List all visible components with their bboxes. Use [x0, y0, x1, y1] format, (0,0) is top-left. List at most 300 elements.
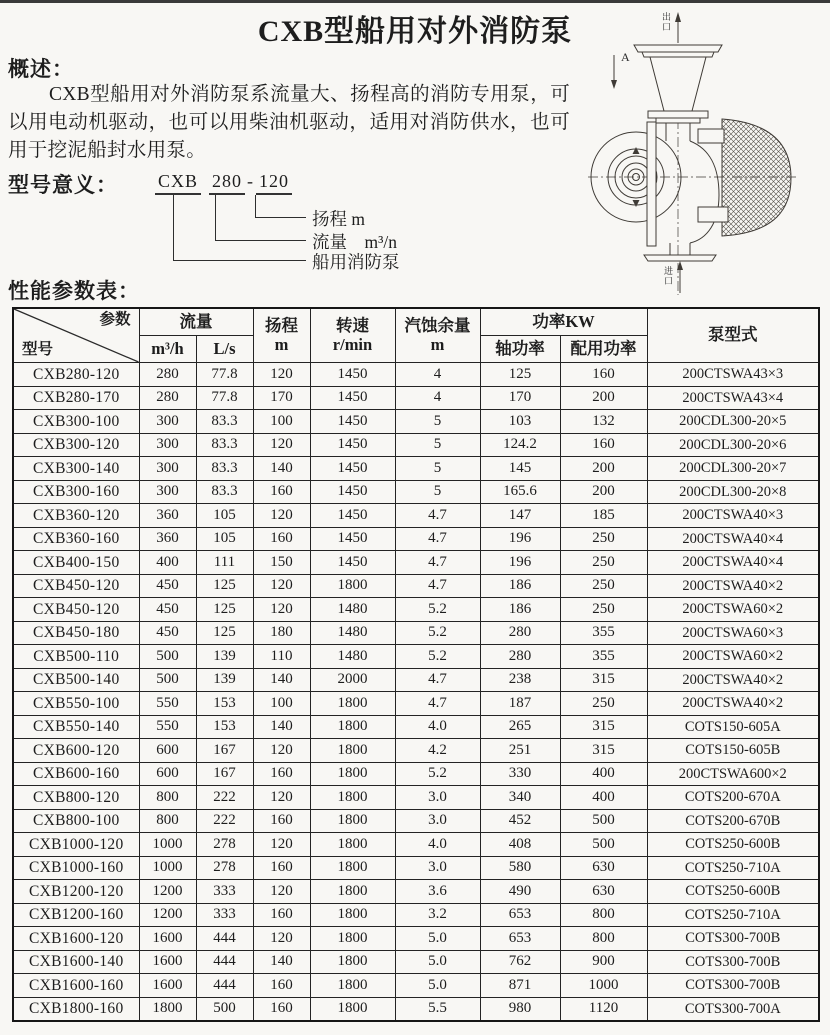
shaft-power-cell: 125: [480, 363, 560, 387]
model-cell: CXB800-120: [13, 786, 139, 810]
model-cell: CXB1000-160: [13, 856, 139, 880]
rated-power-cell: 400: [560, 762, 647, 786]
shaft-power-cell: 196: [480, 551, 560, 575]
flow-ls-cell: 77.8: [196, 386, 253, 410]
flow-m3h-cell: 300: [139, 457, 196, 481]
shaft-power-cell: 196: [480, 527, 560, 551]
model-cell: CXB1600-120: [13, 927, 139, 951]
table-row: [13, 645, 819, 669]
speed-cell: 1480: [310, 598, 395, 622]
speed-cell: 1800: [310, 997, 395, 1021]
table-row: [13, 410, 819, 434]
head-cell: 170: [253, 386, 310, 410]
flow-m3h-cell: 280: [139, 363, 196, 387]
flow-ls-cell: 444: [196, 974, 253, 998]
npsh-cell: 4.2: [395, 739, 480, 763]
npsh-cell: 4.7: [395, 668, 480, 692]
page-title: CXB型船用对外消防泵: [257, 15, 573, 48]
model-code-head: 120: [256, 171, 292, 195]
flow-ls-cell: 105: [196, 527, 253, 551]
flow-m3h-cell: 1200: [139, 903, 196, 927]
connector-line-series: [173, 195, 306, 261]
model-cell: CXB300-140: [13, 457, 139, 481]
npsh-cell: 4.7: [395, 551, 480, 575]
table-row: [13, 856, 819, 880]
rated-power-cell: 1120: [560, 997, 647, 1021]
pump-type-cell: 200CTSWA43×4: [647, 386, 819, 410]
pump-type-cell: 200CDL300-20×6: [647, 433, 819, 457]
head-cell: 160: [253, 527, 310, 551]
flow-ls-cell: 278: [196, 856, 253, 880]
npsh-cell: 3.2: [395, 903, 480, 927]
npsh-cell: 4: [395, 386, 480, 410]
pump-type-cell: 200CDL300-20×8: [647, 480, 819, 504]
performance-table-header: [13, 308, 819, 363]
rated-power-cell: 185: [560, 504, 647, 528]
pump-type-cell: 200CTSWA43×3: [647, 363, 819, 387]
corner-header-cell: [13, 308, 139, 363]
flow-m3h-cell: 1800: [139, 997, 196, 1021]
head-cell: 120: [253, 739, 310, 763]
npsh-cell: 5.0: [395, 927, 480, 951]
shaft-power-cell: 871: [480, 974, 560, 998]
shaft-power-cell: 452: [480, 809, 560, 833]
npsh-cell: 4.7: [395, 527, 480, 551]
corner-model-label: 型号: [22, 341, 54, 359]
table-row: [13, 974, 819, 998]
flow-m3h-cell: 800: [139, 786, 196, 810]
speed-cell: 1800: [310, 950, 395, 974]
model-cell: CXB300-160: [13, 480, 139, 504]
flow-ls-cell: 167: [196, 739, 253, 763]
npsh-cell: 5.2: [395, 645, 480, 669]
flow-ls-cell: 500: [196, 997, 253, 1021]
flow-m3h-cell: 1600: [139, 950, 196, 974]
flow-group-header: 流量: [139, 308, 253, 336]
speed-unit: r/min: [332, 334, 373, 354]
speed-cell: 1480: [310, 621, 395, 645]
head-cell: 120: [253, 433, 310, 457]
flow-ls-cell: 333: [196, 880, 253, 904]
flow-m3h-cell: 360: [139, 527, 196, 551]
model-cell: CXB280-170: [13, 386, 139, 410]
speed-cell: 1450: [310, 480, 395, 504]
table-row: [13, 363, 819, 387]
flow-m3h-cell: 1600: [139, 974, 196, 998]
speed-cell: 1800: [310, 574, 395, 598]
rated-power-cell: 630: [560, 856, 647, 880]
npsh-header: [395, 308, 480, 363]
speed-cell: 1450: [310, 363, 395, 387]
rated-power-header: 配用功率: [560, 336, 647, 363]
rated-power-cell: 250: [560, 598, 647, 622]
head-cell: 120: [253, 927, 310, 951]
pump-type-cell: COTS300-700A: [647, 997, 819, 1021]
flow-m3h-cell: 450: [139, 621, 196, 645]
table-row: [13, 997, 819, 1021]
rated-power-cell: 800: [560, 903, 647, 927]
head-cell: 100: [253, 410, 310, 434]
head-cell: 160: [253, 856, 310, 880]
pump-type-cell: 200CDL300-20×5: [647, 410, 819, 434]
model-cell: CXB550-140: [13, 715, 139, 739]
shaft-power-cell: 251: [480, 739, 560, 763]
pump-type-cell: COTS300-700B: [647, 974, 819, 998]
performance-table-heading: 性能参数表：: [8, 279, 140, 303]
npsh-cell: 5.2: [395, 598, 480, 622]
flow-ls-cell: 278: [196, 833, 253, 857]
pump-type-cell: 200CTSWA600×2: [647, 762, 819, 786]
shaft-power-cell: 103: [480, 410, 560, 434]
rated-power-cell: 160: [560, 363, 647, 387]
npsh-cell: 5.2: [395, 762, 480, 786]
npsh-cell: 3.0: [395, 856, 480, 880]
outlet-label: 出口: [661, 12, 671, 32]
rated-power-cell: 250: [560, 692, 647, 716]
npsh-cell: 5.5: [395, 997, 480, 1021]
model-cell: CXB500-110: [13, 645, 139, 669]
flow-ls-cell: 83.3: [196, 433, 253, 457]
pump-type-cell: COTS150-605A: [647, 715, 819, 739]
table-row: [13, 715, 819, 739]
model-cell: CXB360-120: [13, 504, 139, 528]
overview-heading: 概述：: [8, 57, 74, 81]
speed-cell: 1450: [310, 527, 395, 551]
flow-m3h-cell: 280: [139, 386, 196, 410]
rated-power-cell: 900: [560, 950, 647, 974]
flow-m3h-cell: 300: [139, 410, 196, 434]
model-cell: CXB1200-120: [13, 880, 139, 904]
flow-m3h-cell: 1000: [139, 856, 196, 880]
flow-m3h-cell: 1000: [139, 833, 196, 857]
model-cell: CXB450-180: [13, 621, 139, 645]
model-cell: CXB1800-160: [13, 997, 139, 1021]
npsh-unit: m: [430, 334, 445, 354]
shaft-power-cell: 238: [480, 668, 560, 692]
shaft-power-header: 轴功率: [480, 336, 560, 363]
pump-type-cell: 200CTSWA60×2: [647, 645, 819, 669]
shaft-power-cell: 170: [480, 386, 560, 410]
npsh-cell: 4: [395, 363, 480, 387]
pump-type-cell: 200CTSWA40×2: [647, 692, 819, 716]
rated-power-cell: 630: [560, 880, 647, 904]
table-row: [13, 762, 819, 786]
table-row: [13, 786, 819, 810]
pump-type-cell: COTS200-670A: [647, 786, 819, 810]
npsh-label: 汽蚀余量: [404, 315, 471, 335]
shaft-power-cell: 165.6: [480, 480, 560, 504]
table-row: [13, 880, 819, 904]
npsh-cell: 5.0: [395, 974, 480, 998]
table-row: [13, 739, 819, 763]
flow-ls-cell: 125: [196, 621, 253, 645]
head-cell: 120: [253, 504, 310, 528]
table-row: [13, 504, 819, 528]
performance-table: [12, 307, 820, 1022]
flow-ls-cell: 333: [196, 903, 253, 927]
flow-ls-cell: 222: [196, 786, 253, 810]
head-cell: 180: [253, 621, 310, 645]
rated-power-cell: 800: [560, 927, 647, 951]
shaft-power-cell: 280: [480, 621, 560, 645]
npsh-cell: 4.0: [395, 715, 480, 739]
pump-type-header: 泵型式: [647, 308, 819, 363]
speed-cell: 1800: [310, 856, 395, 880]
flow-m3h-cell: 550: [139, 692, 196, 716]
rated-power-cell: 1000: [560, 974, 647, 998]
rated-power-cell: 200: [560, 457, 647, 481]
table-row: [13, 692, 819, 716]
rated-power-cell: 315: [560, 715, 647, 739]
pump-type-cell: COTS300-700B: [647, 950, 819, 974]
rated-power-cell: 355: [560, 621, 647, 645]
npsh-cell: 4.7: [395, 504, 480, 528]
flow-ls-cell: 444: [196, 950, 253, 974]
flow-ls-cell: 111: [196, 551, 253, 575]
shaft-power-cell: 408: [480, 833, 560, 857]
flow-m3h-cell: 450: [139, 598, 196, 622]
flow-m3h-cell: 550: [139, 715, 196, 739]
table-row: [13, 668, 819, 692]
head-cell: 110: [253, 645, 310, 669]
model-cell: CXB550-100: [13, 692, 139, 716]
speed-cell: 1450: [310, 386, 395, 410]
npsh-cell: 5.2: [395, 621, 480, 645]
head-cell: 100: [253, 692, 310, 716]
model-cell: CXB1200-160: [13, 903, 139, 927]
table-row: [13, 809, 819, 833]
pump-type-cell: COTS150-605B: [647, 739, 819, 763]
model-cell: CXB450-120: [13, 574, 139, 598]
flow-ls-cell: 83.3: [196, 410, 253, 434]
pump-type-cell: COTS250-710A: [647, 903, 819, 927]
model-label-series: 船用消防泵: [312, 252, 400, 272]
speed-cell: 1450: [310, 457, 395, 481]
npsh-cell: 5: [395, 457, 480, 481]
head-cell: 120: [253, 833, 310, 857]
rated-power-cell: 250: [560, 527, 647, 551]
flow-m3h-cell: 300: [139, 480, 196, 504]
model-code: [155, 171, 292, 195]
pump-type-cell: 200CTSWA40×2: [647, 668, 819, 692]
speed-label: 转速: [336, 315, 369, 335]
flow-m3h-cell: 800: [139, 809, 196, 833]
table-row: [13, 598, 819, 622]
model-cell: CXB300-120: [13, 433, 139, 457]
rated-power-cell: 200: [560, 386, 647, 410]
corner-parameter-label: 参数: [99, 311, 131, 328]
head-cell: 140: [253, 457, 310, 481]
speed-cell: 1800: [310, 903, 395, 927]
model-cell: CXB500-140: [13, 668, 139, 692]
model-code-dash: -: [247, 171, 255, 191]
speed-cell: 1800: [310, 739, 395, 763]
speed-cell: 1800: [310, 762, 395, 786]
rated-power-cell: 315: [560, 739, 647, 763]
table-row: [13, 457, 819, 481]
speed-cell: 1450: [310, 410, 395, 434]
shaft-power-cell: 145: [480, 457, 560, 481]
rated-power-cell: 355: [560, 645, 647, 669]
rated-power-cell: 160: [560, 433, 647, 457]
flow-ls-cell: 139: [196, 645, 253, 669]
flow-ls-cell: 153: [196, 715, 253, 739]
shaft-power-cell: 186: [480, 574, 560, 598]
flow-m3h-cell: 500: [139, 668, 196, 692]
model-label-head: 扬程 m: [312, 209, 365, 229]
flow-m3h-cell: 360: [139, 504, 196, 528]
flow-ls-cell: 83.3: [196, 480, 253, 504]
speed-cell: 1800: [310, 809, 395, 833]
rated-power-cell: 250: [560, 551, 647, 575]
shaft-power-cell: 147: [480, 504, 560, 528]
model-cell: CXB1000-120: [13, 833, 139, 857]
shaft-power-cell: 186: [480, 598, 560, 622]
table-row: [13, 551, 819, 575]
pump-type-cell: 200CTSWA60×2: [647, 598, 819, 622]
head-cell: 120: [253, 574, 310, 598]
npsh-cell: 4.7: [395, 574, 480, 598]
shaft-power-cell: 490: [480, 880, 560, 904]
flow-ls-cell: 77.8: [196, 363, 253, 387]
head-cell: 160: [253, 997, 310, 1021]
npsh-cell: 3.0: [395, 809, 480, 833]
table-row: [13, 574, 819, 598]
head-cell: 120: [253, 880, 310, 904]
shaft-power-cell: 762: [480, 950, 560, 974]
model-cell: CXB800-100: [13, 809, 139, 833]
model-code-series: CXB: [155, 171, 201, 195]
speed-cell: 1800: [310, 833, 395, 857]
pump-type-cell: 200CTSWA60×3: [647, 621, 819, 645]
shaft-power-cell: 580: [480, 856, 560, 880]
speed-cell: 2000: [310, 668, 395, 692]
npsh-cell: 5: [395, 480, 480, 504]
model-cell: CXB360-160: [13, 527, 139, 551]
rated-power-cell: 200: [560, 480, 647, 504]
head-cell: 160: [253, 762, 310, 786]
flow-ls-cell: 105: [196, 504, 253, 528]
flow-ls-cell: 125: [196, 574, 253, 598]
table-row: [13, 927, 819, 951]
pump-type-cell: COTS300-700B: [647, 927, 819, 951]
shaft-power-cell: 280: [480, 645, 560, 669]
head-cell: 150: [253, 551, 310, 575]
table-row: [13, 386, 819, 410]
pump-type-cell: COTS200-670B: [647, 809, 819, 833]
pump-type-cell: 200CTSWA40×3: [647, 504, 819, 528]
pump-type-cell: 200CTSWA40×2: [647, 574, 819, 598]
npsh-cell: 5: [395, 433, 480, 457]
table-row: [13, 833, 819, 857]
npsh-cell: 4.0: [395, 833, 480, 857]
shaft-power-cell: 330: [480, 762, 560, 786]
shaft-power-cell: 265: [480, 715, 560, 739]
speed-cell: 1800: [310, 715, 395, 739]
shaft-power-cell: 653: [480, 903, 560, 927]
head-cell: 160: [253, 903, 310, 927]
head-cell: 120: [253, 363, 310, 387]
pump-type-cell: 200CDL300-20×7: [647, 457, 819, 481]
pump-type-cell: 200CTSWA40×4: [647, 527, 819, 551]
flow-m3h-cell: 1200: [139, 880, 196, 904]
npsh-cell: 3.0: [395, 786, 480, 810]
speed-cell: 1800: [310, 692, 395, 716]
flow-m3h-cell: 500: [139, 645, 196, 669]
model-label-flow: 流量 m³/n: [312, 232, 397, 252]
model-meaning-heading: 型号意义：: [8, 173, 118, 197]
pump-type-cell: COTS250-600B: [647, 833, 819, 857]
table-row: [13, 621, 819, 645]
table-row: [13, 433, 819, 457]
shaft-power-cell: 187: [480, 692, 560, 716]
flow-m3h-cell: 450: [139, 574, 196, 598]
table-row: [13, 950, 819, 974]
flow-ls-cell: 139: [196, 668, 253, 692]
pump-type-cell: COTS250-600B: [647, 880, 819, 904]
speed-cell: 1480: [310, 645, 395, 669]
shaft-power-cell: 980: [480, 997, 560, 1021]
speed-cell: 1450: [310, 504, 395, 528]
shaft-power-cell: 124.2: [480, 433, 560, 457]
npsh-cell: 3.6: [395, 880, 480, 904]
flow-m3h-cell: 300: [139, 433, 196, 457]
speed-cell: 1800: [310, 974, 395, 998]
model-cell: CXB400-150: [13, 551, 139, 575]
speed-cell: 1450: [310, 433, 395, 457]
head-label: 扬程: [265, 315, 298, 335]
table-row: [13, 527, 819, 551]
model-cell: CXB600-160: [13, 762, 139, 786]
flow-ls-header: L/s: [196, 336, 253, 363]
speed-cell: 1800: [310, 880, 395, 904]
section-a-label: A: [621, 50, 630, 64]
npsh-cell: 5.0: [395, 950, 480, 974]
performance-table-body: [13, 363, 819, 1022]
pump-type-cell: COTS250-710A: [647, 856, 819, 880]
flow-ls-cell: 83.3: [196, 457, 253, 481]
inlet-label: 进口: [663, 266, 673, 286]
speed-cell: 1450: [310, 551, 395, 575]
npsh-cell: 4.7: [395, 692, 480, 716]
rated-power-cell: 250: [560, 574, 647, 598]
flow-ls-cell: 222: [196, 809, 253, 833]
model-cell: CXB300-100: [13, 410, 139, 434]
speed-cell: 1800: [310, 786, 395, 810]
head-cell: 160: [253, 974, 310, 998]
flow-m3h-cell: 600: [139, 762, 196, 786]
head-header: [253, 308, 310, 363]
flow-ls-cell: 125: [196, 598, 253, 622]
head-cell: 160: [253, 809, 310, 833]
model-cell: CXB280-120: [13, 363, 139, 387]
flow-m3h-cell: 400: [139, 551, 196, 575]
head-cell: 140: [253, 715, 310, 739]
model-cell: CXB1600-140: [13, 950, 139, 974]
flow-m3h-header: m³/h: [139, 336, 196, 363]
rated-power-cell: 500: [560, 833, 647, 857]
table-row: [13, 903, 819, 927]
pump-type-cell: 200CTSWA40×4: [647, 551, 819, 575]
model-code-flow: 280: [209, 171, 245, 195]
head-unit: m: [274, 334, 289, 354]
table-row: [13, 480, 819, 504]
flow-ls-cell: 153: [196, 692, 253, 716]
rated-power-cell: 500: [560, 809, 647, 833]
flow-m3h-cell: 1600: [139, 927, 196, 951]
head-cell: 140: [253, 950, 310, 974]
flow-m3h-cell: 600: [139, 739, 196, 763]
